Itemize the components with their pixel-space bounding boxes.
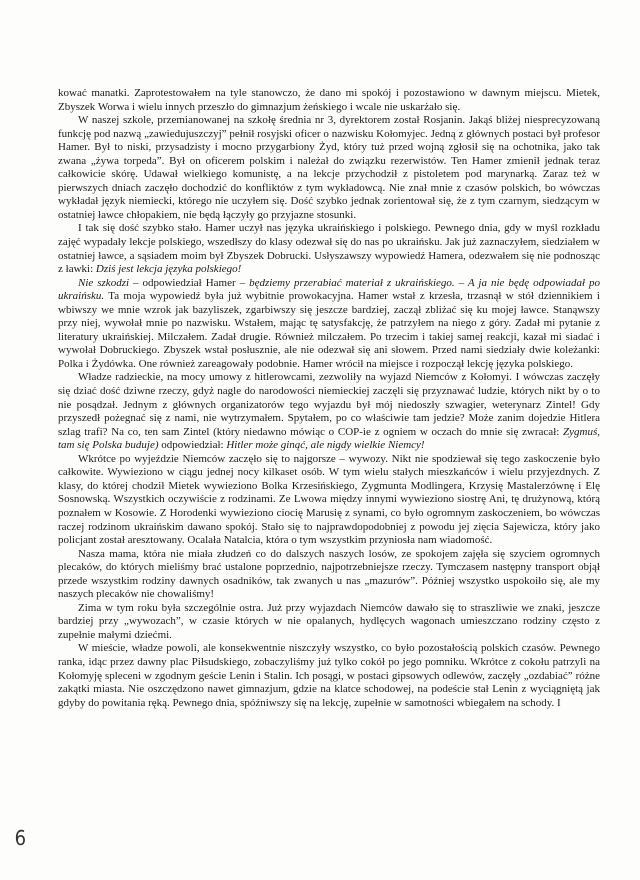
paragraph [58, 371, 600, 452]
paragraph [58, 453, 600, 548]
text-run: Władze radzieckie, na mocy umowy z hitlerowcami, zezwoliły na wyjazd Niemców z Kołomyi. I wówczas zaczęły się dziać dość dziwne rzeczy, gdyż nagle do narodowości niemieckiej zaczęli się przyznawać ludzie, których nikt by o to nie posądzał. Jednym z głównych organizatorów tego wyjazdu był mój niedoszły szwagier, weterynarz Zintel! Gdy przyszedł pożegnać się z nami, nie wytrzymałem. Spytałem, po co właściwie tam jedzie? Może zanim dojedzie Hitlera szlag trafi? Na co, ten sam Zintel (który niedawno mówiąc o COP-ie z ogniem w oczach do mnie się zwracał: [58, 371, 600, 438]
body-text [58, 87, 600, 710]
italic-text: Hitler może ginąć, ale nigdy wielkie Niemcy! [226, 439, 425, 452]
page-number: 6 [14, 826, 27, 850]
paragraph [58, 114, 600, 222]
text-run: kować manatki. Zaprotestowałem na tyle stanowczo, że dano mi spokój i pozostawiono w dawnym miejscu. Mietek, Zbyszek Worwa i wielu innych przeszło do gimnazjum żeńskiego i wcale nie uskarżało się. [58, 87, 600, 113]
paragraph [58, 277, 600, 372]
text-run: Nasza mama, która nie miała złudzeń co do dalszych naszych losów, ze spokojem zajęła się szyciem ogromnych plecaków, do których mieliśmy brać ustalone poprzednio, najpotrzebniejsze rzeczy. Tymczasem następny transport objął przede wszystkim rodziny dawnych osadników, tak zwanych u nas „mazurów”. Później wszystko uspokoiło się, ale my naszych plecaków nie chowaliśmy! [58, 547, 600, 601]
text-run: Ta moja wypowiedź była już wybitnie prowokacyjna. Hamer wstał z krzesła, trzasnął w stół dziennikiem i wbiwszy we mnie wzrok jak bazyliszek, zgarbiwszy się jeszcze bardziej, zaczął zbliżać się ku mojej ławce. Stanąwszy przy niej, wywołał mnie po nazwisku. Wstałem, mając tę satysfakcję, że patrzyłem na niego z góry. Zadał mi pytanie z literatury ukraińskiej. Milczałem. Zadał drugie. Również milczałem. Po trzecim i takiej samej reakcji, kazał mi siadać i wywołał Dobruckiego. Zbyszek wstał posłusznie, ale nie odezwał się ani słowem. Przed nami siedziały dwie koleżanki: Polka i Żydówka. One również zareagowały podobnie. Hamer wrócił na miejsce i rozpoczął lekcję języka polskiego. [58, 290, 600, 370]
text-run: I tak się dość szybko stało. Hamer uczył nas języka ukraińskiego i polskiego. Pewnego dnia, gdy w myśl rozkładu zajęć wypadały lekcje polskiego, wszedłszy do klasy odezwał się do nas po ukraińsku. Jak już zaznaczyłem, siedziałem w ostatniej ławce, a sąsiadem moim był Zbyszek Dobrucki. Usłyszawszy wypowiedź Hamera, odezwałem się nie podnosząc z ławki: [58, 222, 600, 276]
paragraph [58, 87, 600, 114]
paragraph [58, 222, 600, 276]
italic-text: Dziś jest lekcja języka polskiego! [95, 263, 242, 276]
paragraph [58, 602, 600, 643]
text-run: – odpowiedział Hamer – [129, 276, 250, 289]
text-run: W mieście, władze powoli, ale konsekwentnie niszczyły wszystko, co było pozostałością polskich czasów. Pewnego ranka, idąc przez dawny plac Piłsudskiego, zobaczyliśmy już tylko cokół po jego pomniku. Wkrótce z cokołu patrzyli na Kołomyję spleceni w zgodnym geście Lenin i Stalin. Ich posągi, w postaci gipsowych odlewów, zaczęły „ozdabiać” różne zakątki miasta. Nie oszczędzono nawet gimnazjum, gdzie na klatce schodowej, na podeście stał Lenin z wyciągniętą jak gdyby do powitania ręką. Pewnego dnia, spóźniwszy się na lekcję, zupełnie w samotności wbiegałem na schody. I [58, 642, 600, 709]
text-run: Wkrótce po wyjeździe Niemców zaczęło się to najgorsze – wywozy. Nikt nie spodziewał się tego zaskoczenie było całkowite. Wywieziono w ciągu jednej nocy kilkaset osób. W tym wielu stałych mieszkańców i wielu przyjezdnych. Z klasy, do której chodził Mietek wywieziono Bolka Krzesińskiego, Zygmunta Modlingera, Krzysię Mastalerzównę i Elę Sosnowską. Wszystkich oczywiście z rodzinami. Ze Lwowa między innymi wywieziono siostrę Ani, tę drużynową, którą poznałem w Kosowie. Z Horodenki wywieziono ciocię Marusię z synami, co było ogromnym zaskoczeniem, bo wówczas raczej rodzinom ukraińskim dawano spokój. Stało się to najprawdopodobniej z powodu jej zięcia Sajewicza, który jako policjant został aresztowany. Ocalała Natalcia, która o tym wszystkim przyniosła nam wiadomość. [58, 452, 600, 547]
paragraph [58, 548, 600, 602]
text-run: odpowiedział: [158, 439, 227, 452]
italic-text: będziemy przerabiać materiał z ukraińskiego. – A ja nie będę odpowiadał po ukraińsku. [58, 276, 601, 303]
text-run: W naszej szkole, przemianowanej na szkołę średnia nr 3, dyrektorem został Rosjanin. Jakąś bliżej niesprecyzowaną funkcję pod nazwą „zawiedujuszczyj” pełnił rosyjski oficer o nazwisku Kołomyjec. Jedną z głównych postaci był profesor Hamer. Był to niski, przysadzisty i mocno przygarbiony Żyd, który tuż przed wojną zgłosił się na ochotnika, jako tak zwana „żywa torpeda”. Był on oficerem polskim i należał do związku rezerwistów. Ten Hamer zmienił jednak teraz całkowicie skórę. Udawał wielkiego komunistę, a na lekcje przychodził z pistoletem pod marynarką. Zaraz też w pierwszych dniach zaczęło dochodzić do konfliktów z tym wykładowcą. Nie znał mnie z czasów polskich, bo wówczas wykładał język niemiecki, którego nie uczyłem się. Dość szybko jednak zorientował się, że z tym czarnym, siedzącym w ostatniej ławce chłopakiem, nie będą łączyły go przyjazne stosunki. [58, 114, 600, 221]
paragraph [58, 642, 600, 710]
italic-text: Zygmuś, tam się Polska buduje) [58, 425, 600, 452]
italic-text: Nie szkodzi [78, 276, 130, 289]
text-run: Zima w tym roku była szczególnie ostra. Już przy wyjazdach Niemców dawało się to straszliwie we znaki, jeszcze bardziej przy „wywozach”, w czasie których w nie opalanych, hydlęcych wagonach umieszczano rodziny często z zupełnie małymi dziećmi. [58, 601, 600, 641]
